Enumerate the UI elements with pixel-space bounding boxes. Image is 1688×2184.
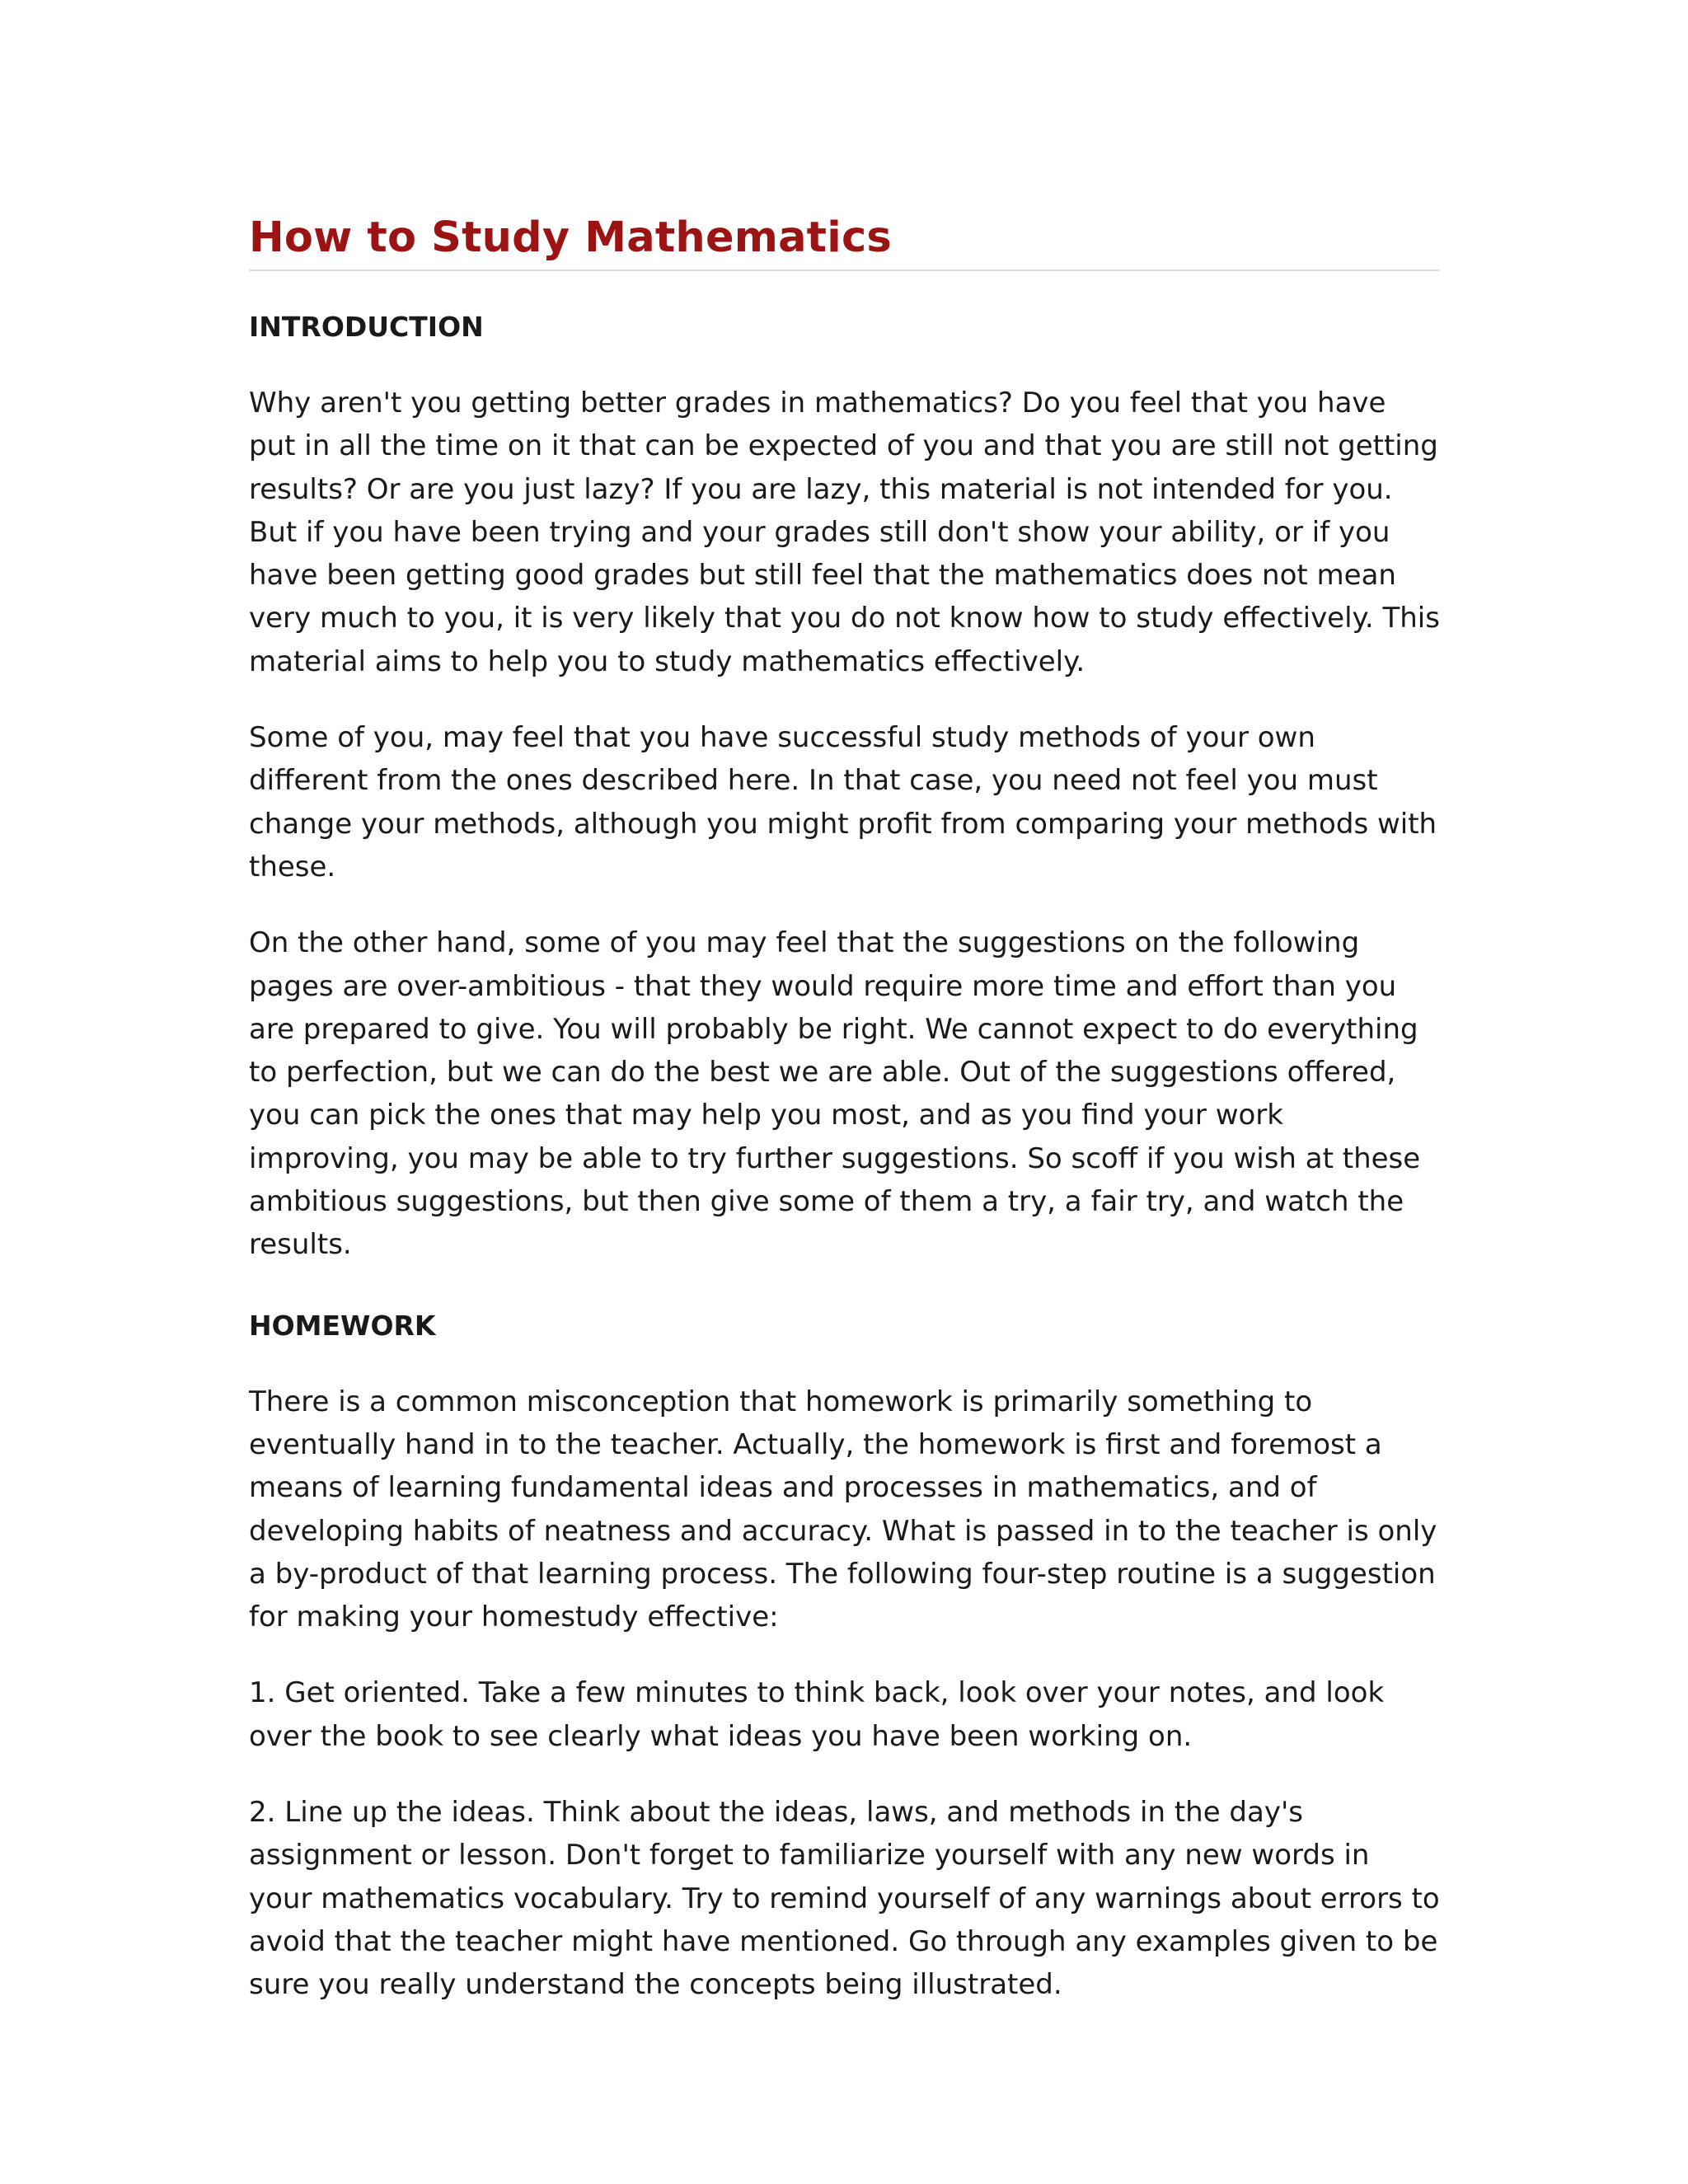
- homework-step-2: 2. Line up the ideas. Think about the ideas, laws, and methods in the day's assignment or lesson. Don't forget to familiarize yourself with any new words in your mathematics vocabulary. Try to remind yourself of any warnings about errors to avoid that the teacher might have mentioned. Go through any examples given to be sure you really understand the concepts being illustrated.: [249, 1796, 1440, 2002]
- document-page: [249, 210, 1440, 2007]
- page-title: How to Study Mathematics: [249, 210, 1440, 271]
- intro-paragraph-2: Some of you, may feel that you have successful study methods of your own different from the ones described here. In that case, you need not feel you must change your methods, although you might profit from comparing your methods with these.: [249, 721, 1437, 883]
- section-heading-homework: HOMEWORK: [249, 1309, 436, 1342]
- intro-paragraph-1: Why aren't you getting better grades in mathematics? Do you feel that you have put in all the time on it that can be expected of you and that you are still not getting results? Or are you just lazy? If you are lazy, this material is not intended for you. But if you have been trying and your grades still don't show your ability, or if you have been getting good grades but still feel that the mathematics does not mean very much to you, it is very likely that you do not know how to study effectively. This material aims to help you to study mathematics effectively.: [249, 387, 1440, 678]
- homework-step-1: 1. Get oriented. Take a few minutes to think back, look over your notes, and look over the book to see clearly what ideas you have been working on.: [249, 1676, 1385, 1753]
- section-heading-introduction: INTRODUCTION: [249, 311, 484, 343]
- homework-paragraph-1: There is a common misconception that homework is primarily something to eventually hand in to the teacher. Actually, the homework is first and foremost a means of learning fundamental ideas and processes in mathematics, and of developing habits of neatness and accuracy. What is passed in to the teacher is only a by-product of that learning process. The following four-step routine is a suggestion for making your homestudy effective:: [249, 1385, 1437, 1634]
- intro-paragraph-3: On the other hand, some of you may feel that the suggestions on the following pages are over-ambitious - that they would require more time and effort than you are prepared to give. You will probably be right. We cannot expect to do everything to perfection, but we can do the best we are able. Out of the suggestions offered, you can pick the ones that may help you most, and as you find your work improving, you may be able to try further suggestions. So scoff if you wish at these ambitious suggestions, but then give some of them a try, a fair try, and watch the results.: [249, 926, 1421, 1262]
